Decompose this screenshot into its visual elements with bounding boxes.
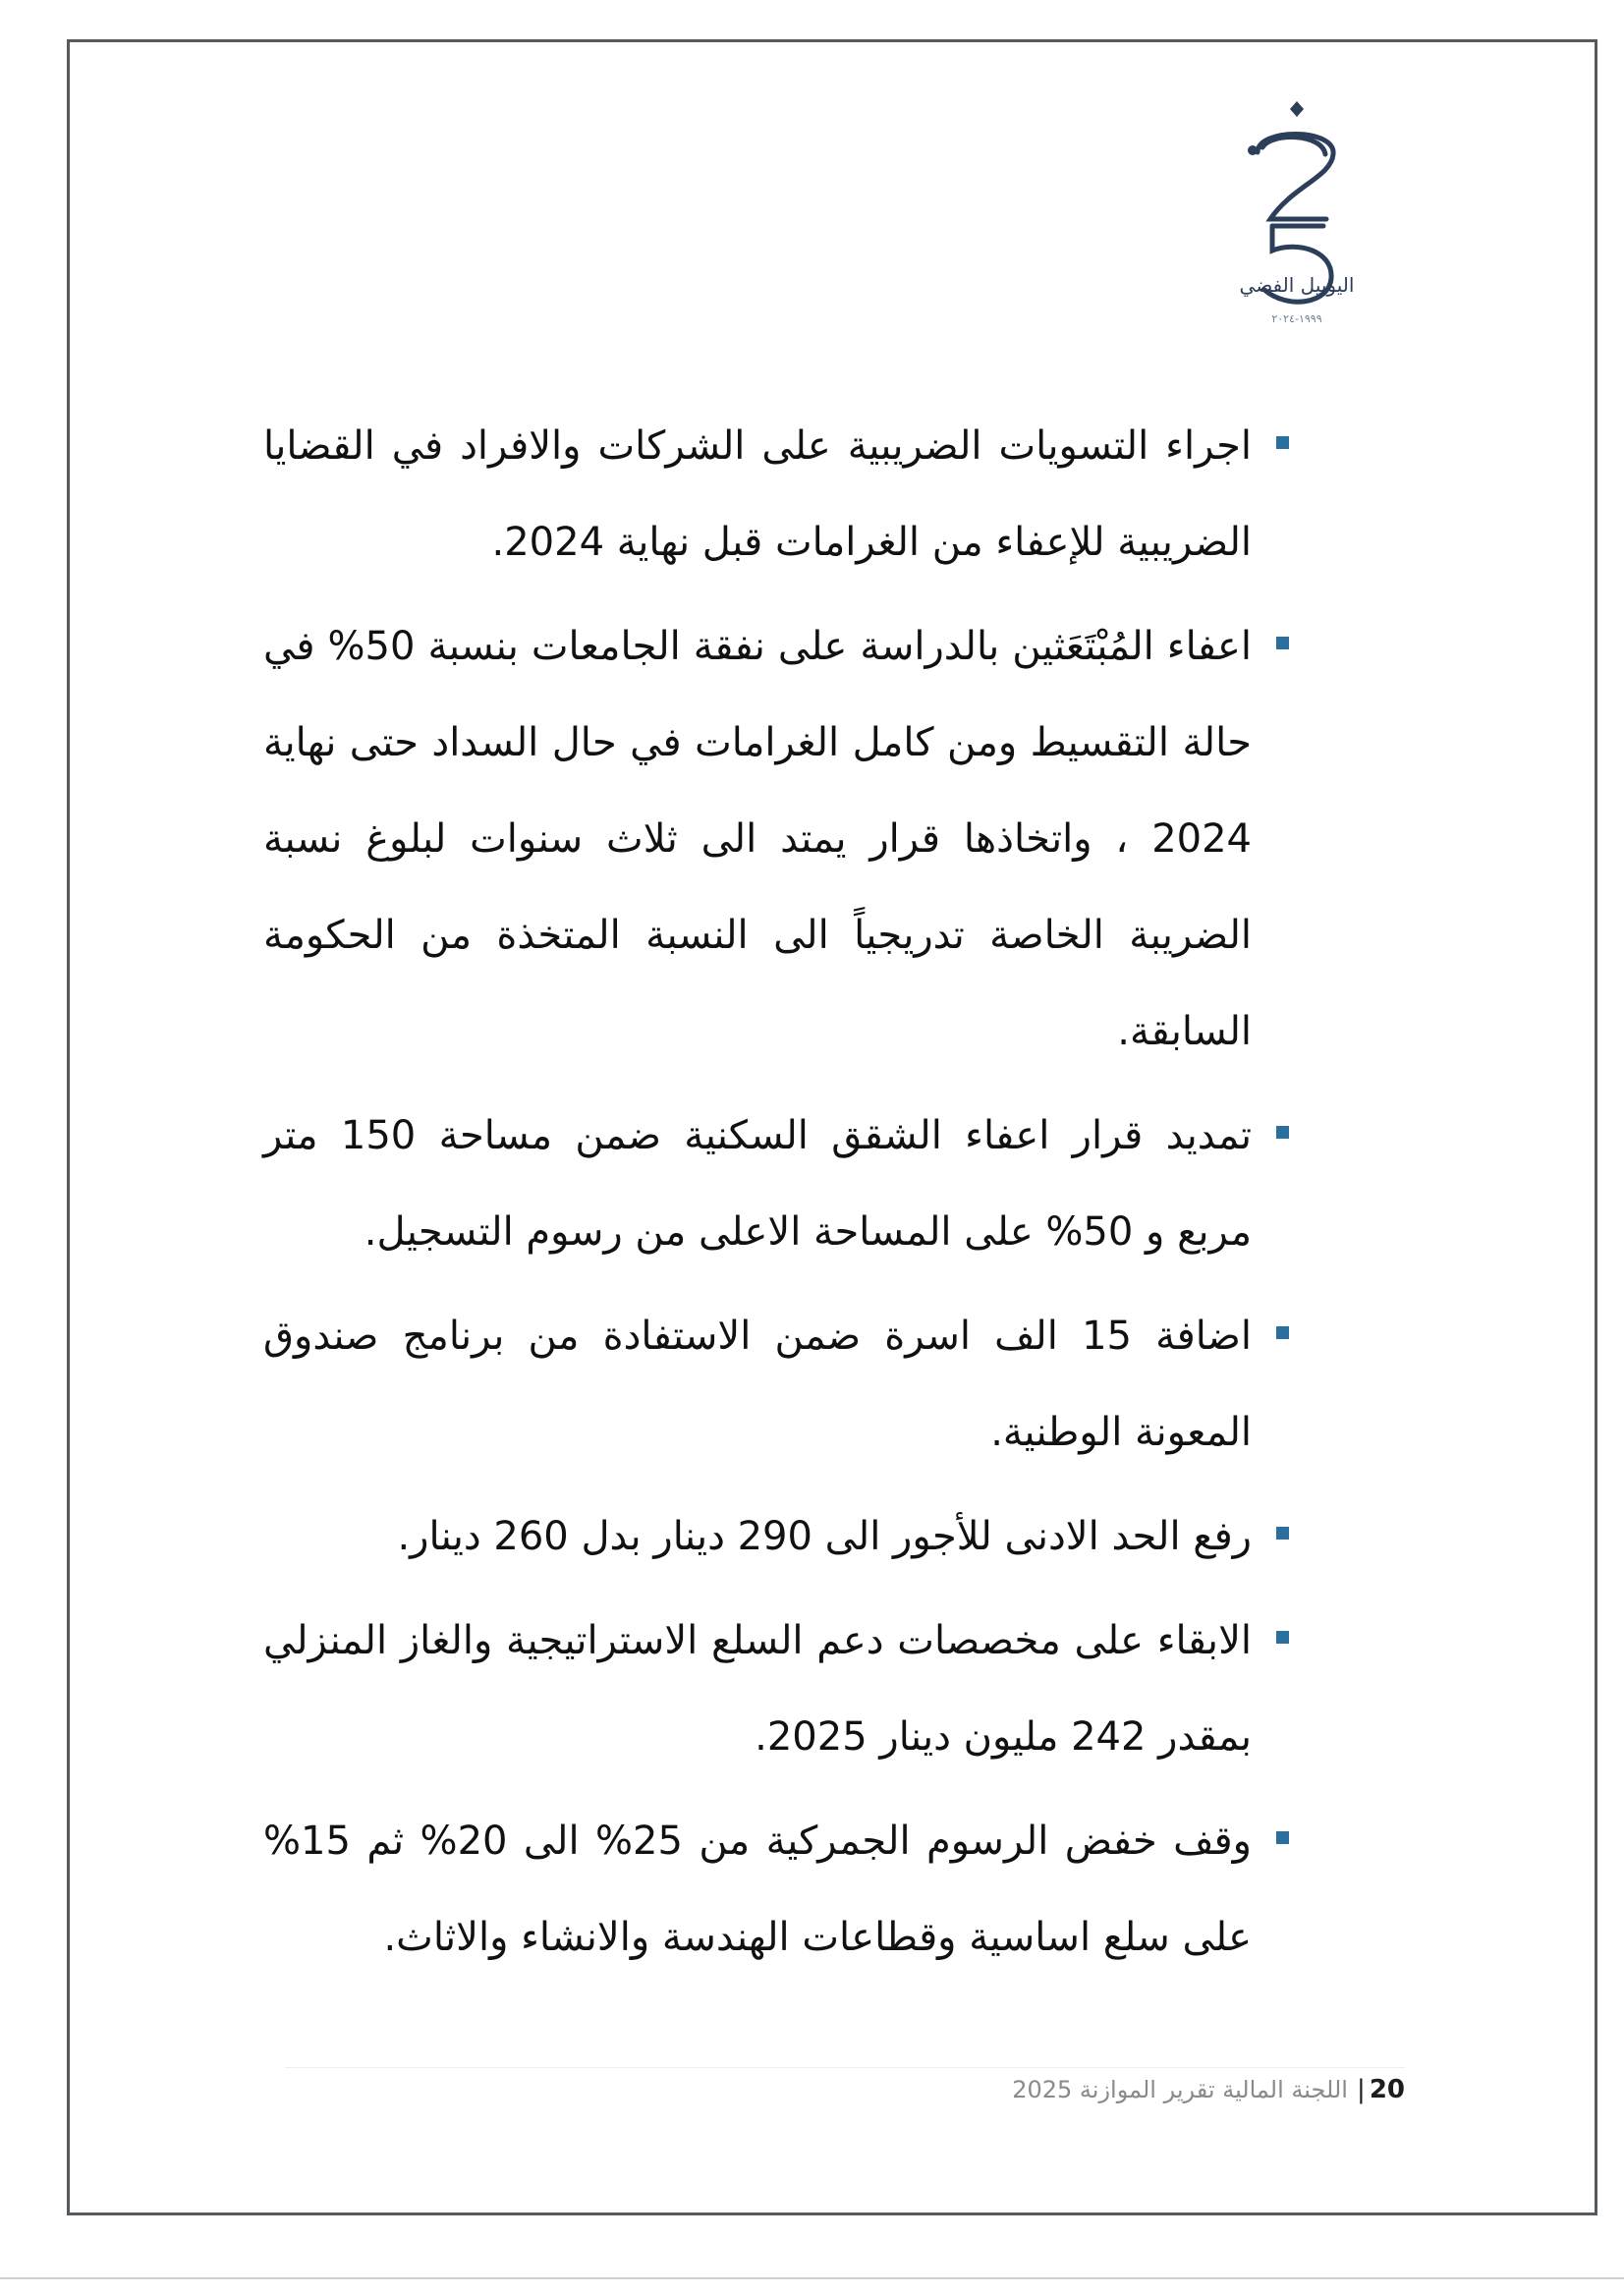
list-item xyxy=(263,1488,1293,1585)
list-item-text: اجراء التسويات الضريبية على الشركات والافراد في القضايا الضريبية للإعفاء من الغرامات قبل نهاية 2024. xyxy=(263,423,1252,565)
square-bullet-icon xyxy=(1276,1631,1289,1644)
list-item xyxy=(263,1793,1293,1986)
list-item-text: رفع الحد الادنى للأجور الى 290 دينار بدل 260 دينار. xyxy=(397,1514,1252,1559)
square-bullet-icon xyxy=(1276,436,1289,449)
list-item xyxy=(263,598,1293,1080)
list-item-text: وقف خفض الرسوم الجمركية من 25% الى 20% ثم 15% على سلع اساسية وقطاعات الهندسة والانشاء والاثاث. xyxy=(263,1819,1252,1960)
list-item xyxy=(263,1088,1293,1280)
square-bullet-icon xyxy=(1276,1527,1289,1540)
bullet-list xyxy=(263,398,1293,1986)
emblem-years: ١٩٩٩-٢٠٢٤ xyxy=(1271,312,1322,325)
jubilee-25-icon xyxy=(1223,93,1371,339)
list-item xyxy=(263,398,1293,590)
square-bullet-icon xyxy=(1276,637,1289,649)
list-item xyxy=(263,1288,1293,1481)
square-bullet-icon xyxy=(1276,1326,1289,1339)
footer-title: اللجنة المالية تقرير الموازنة 2025 xyxy=(1012,2076,1348,2103)
list-item-text: الابقاء على مخصصات دعم السلع الاستراتيجية والغاز المنزلي بمقدر 242 مليون دينار 2025. xyxy=(263,1618,1252,1760)
page-number: 20 xyxy=(1369,2075,1405,2104)
square-bullet-icon xyxy=(1276,1126,1289,1139)
list-item-text: اعفاء المُبْتَعَثين بالدراسة على نفقة الجامعات بنسبة 50% في حالة التقسيط ومن كامل الغرامات في حال السداد حتى نهاية 2024 ، واتخاذها قرار يمتد الى ثلاث سنوات لبلوغ نسبة الضريبة الخاصة تدريجياً الى النسبة المتخذة من الحكومة السابقة. xyxy=(263,624,1252,1054)
footer-divider xyxy=(285,2067,1405,2068)
footer-separator: | xyxy=(1357,2075,1366,2104)
scan-edge-line xyxy=(0,2277,1624,2279)
list-item xyxy=(263,1593,1293,1785)
list-item-text: تمديد قرار اعفاء الشقق السكنية ضمن مساحة 150 متر مربع و 50% على المساحة الاعلى من رسوم التسجيل. xyxy=(263,1113,1253,1255)
list-item-text: اضافة 15 الف اسرة ضمن الاستفادة من برنامج صندوق المعونة الوطنية. xyxy=(263,1314,1253,1455)
bullet-list-section xyxy=(263,398,1293,1993)
square-bullet-icon xyxy=(1276,1831,1289,1844)
silver-jubilee-logo xyxy=(1223,93,1371,339)
page-footer xyxy=(717,2075,1405,2122)
emblem-title: اليوبيل الفضي xyxy=(1239,273,1355,297)
